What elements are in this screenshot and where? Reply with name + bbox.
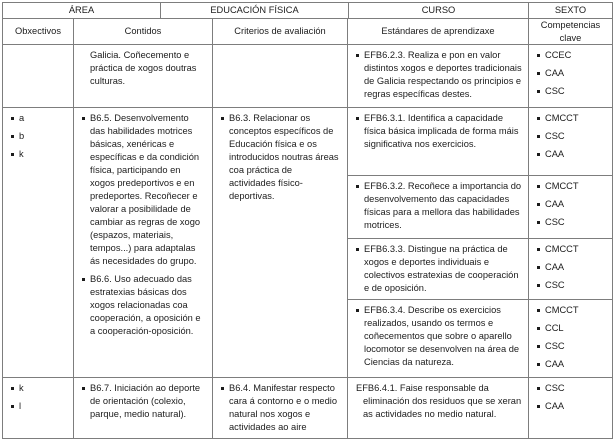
item-text: B6.6. Uso adecuado das estratexias básicas dos xogos relacionadas coa cooperación, a oposición e a cooperación-oposición.	[90, 274, 201, 336]
item-text: B6.7. Iniciación ao deporte de orientación (colexio, parque, medio natural).	[90, 383, 201, 419]
list-bullet-icon	[221, 117, 224, 120]
list-item	[537, 112, 606, 125]
list-bullet-icon	[537, 309, 540, 312]
item-text: B6.5. Desenvolvemento das habilidades motrices básicas, xenéricas e específicas e da condición física, participando en xogos predeportivos e en predeportes. Recoñecer e valorar a posibilidade de cambiar as regras de xogo (espazos, materiais, tempos...) para adaptalas ás necesidades do grupo.	[90, 113, 201, 266]
list-item	[537, 261, 606, 274]
list-bullet-icon	[537, 248, 540, 251]
list-bullet-icon	[537, 405, 540, 408]
column-header-contidos: Contidos	[74, 19, 213, 44]
item-text: CSC	[545, 383, 565, 393]
item-text: CSC	[545, 217, 565, 227]
list-item	[356, 382, 522, 421]
list-item	[11, 148, 67, 161]
item-text: EFB6.3.4. Describe os exercicios realizados, usando os termos e coñecementos que sobre o aparello locomotor se desenvolven na área de Ciencias da natureza.	[364, 305, 520, 367]
competencias-cell	[529, 176, 612, 238]
list-bullet-icon	[356, 248, 359, 251]
list-bullet-icon	[537, 345, 540, 348]
list-bullet-icon	[537, 117, 540, 120]
list-bullet-icon	[537, 221, 540, 224]
list-bullet-icon	[82, 387, 85, 390]
criterios-cell	[213, 378, 348, 438]
list-bullet-icon	[11, 117, 14, 120]
criterios-cell	[213, 108, 348, 377]
item-text: CMCCT	[545, 305, 579, 315]
obxectivos-cell	[3, 108, 74, 377]
list-item	[221, 382, 341, 434]
item-text: CMCCT	[545, 244, 579, 254]
list-item	[537, 180, 606, 193]
column-header-estandares: Estándares de aprendizaxe	[348, 19, 529, 44]
list-item	[537, 148, 606, 161]
item-text: CCEC	[545, 50, 572, 60]
list-bullet-icon	[537, 153, 540, 156]
table-row	[3, 44, 612, 107]
curriculum-table	[2, 2, 613, 439]
list-item	[356, 49, 522, 101]
list-item	[356, 180, 522, 232]
item-text: CAA	[545, 199, 565, 209]
list-item	[11, 400, 67, 413]
header-course-value: SEXTO	[554, 5, 587, 15]
estandar-cell	[348, 45, 529, 107]
list-bullet-icon	[537, 266, 540, 269]
header-subject: EDUCACIÓN FÍSICA	[161, 3, 349, 18]
competencias-cell	[529, 45, 612, 107]
item-text: a	[19, 113, 25, 123]
list-bullet-icon	[82, 117, 85, 120]
header-area: ÁREA	[3, 3, 161, 18]
list-item	[537, 216, 606, 229]
item-text: CAA	[545, 149, 565, 159]
list-bullet-icon	[537, 185, 540, 188]
item-text: CSC	[545, 341, 565, 351]
list-bullet-icon	[537, 284, 540, 287]
list-item	[356, 243, 522, 295]
estandar-subrow	[348, 378, 612, 438]
obxectivos-cell	[3, 378, 74, 438]
list-bullet-icon	[356, 309, 359, 312]
list-item	[537, 358, 606, 371]
list-item	[537, 340, 606, 353]
item-text: l	[19, 401, 22, 411]
list-item	[537, 49, 606, 62]
list-bullet-icon	[356, 117, 359, 120]
estandar-subrow	[348, 238, 612, 299]
list-bullet-icon	[11, 153, 14, 156]
list-item	[11, 382, 67, 395]
list-item	[90, 49, 206, 88]
list-item	[82, 382, 206, 421]
item-text: Galicia. Coñecemento e práctica de xogos doutras culturas.	[90, 50, 197, 86]
list-item	[221, 112, 341, 203]
estandar-cell	[348, 176, 529, 238]
estandar-cell	[348, 108, 529, 175]
list-item	[537, 243, 606, 256]
column-header-obxectivos: Obxectivos	[3, 19, 74, 44]
item-text: CAA	[545, 401, 565, 411]
list-item	[356, 304, 522, 369]
list-item	[11, 112, 67, 125]
estandares-competencias-group	[348, 108, 612, 377]
item-text: CAA	[545, 68, 565, 78]
list-bullet-icon	[537, 387, 540, 390]
header-course-label: CURSO	[349, 3, 529, 18]
item-text: b	[19, 131, 25, 141]
list-bullet-icon	[537, 203, 540, 206]
list-item	[82, 273, 206, 338]
list-bullet-icon	[11, 405, 14, 408]
list-item	[537, 198, 606, 211]
item-text: CAA	[545, 262, 565, 272]
list-bullet-icon	[221, 387, 224, 390]
list-bullet-icon	[11, 387, 14, 390]
item-text: B6.3. Relacionar os conceptos específicos de Educación física e os introducidos noutras áreas coa práctica de actividades físico-deportivas.	[229, 113, 339, 201]
estandar-cell	[348, 300, 529, 377]
column-header-competencias: Competencias clave	[540, 19, 601, 43]
item-text: CAA	[545, 359, 565, 369]
list-item	[537, 382, 606, 395]
list-item	[537, 322, 606, 335]
item-text: EFB6.3.2. Recoñece a importancia do desenvolvemento das capacidades físicas para a mellora das habilidades motrices.	[364, 181, 522, 230]
table-header-row-2	[3, 18, 612, 44]
list-item	[82, 112, 206, 268]
item-text: B6.4. Manifestar respecto cara á contorno e o medio natural nos xogos e actividades ao aire	[229, 383, 338, 432]
estandar-subrow	[348, 175, 612, 238]
list-bullet-icon	[537, 90, 540, 93]
list-bullet-icon	[537, 135, 540, 138]
estandar-subrow	[348, 45, 612, 107]
list-item	[537, 279, 606, 292]
competencias-cell	[529, 239, 612, 299]
item-text: EFB6.2.3. Realiza e pon en valor distintos xogos e deportes tradicionais de Galicia respectando os principios e regras específicas destes.	[364, 50, 522, 99]
estandar-subrow	[348, 108, 612, 175]
list-bullet-icon	[82, 278, 85, 281]
item-text: CSC	[545, 86, 565, 96]
estandares-competencias-group	[348, 378, 612, 438]
item-text: CSC	[545, 131, 565, 141]
table-row	[3, 107, 612, 377]
contidos-cell	[74, 45, 213, 107]
list-item	[11, 130, 67, 143]
item-text: CMCCT	[545, 181, 579, 191]
estandares-competencias-group	[348, 45, 612, 107]
list-bullet-icon	[356, 185, 359, 188]
column-header-criterios: Criterios de avaliación	[213, 19, 348, 44]
list-bullet-icon	[356, 54, 359, 57]
contidos-cell	[74, 378, 213, 438]
competencias-cell	[529, 300, 612, 377]
list-bullet-icon	[11, 135, 14, 138]
list-item	[537, 67, 606, 80]
list-bullet-icon	[537, 72, 540, 75]
list-item	[537, 85, 606, 98]
list-item	[537, 130, 606, 143]
list-bullet-icon	[537, 363, 540, 366]
contidos-cell	[74, 108, 213, 377]
competencias-cell	[529, 378, 612, 438]
table-header-row-1	[3, 3, 612, 18]
item-text: CCL	[545, 323, 564, 333]
obxectivos-cell	[3, 45, 74, 107]
item-text: EFB6.3.3. Distingue na práctica de xogos e deportes individuais e colectivos estratexias de cooperación e de oposición.	[364, 244, 519, 293]
table-body	[3, 44, 612, 438]
estandar-cell	[348, 378, 529, 438]
item-text: k	[19, 383, 24, 393]
item-text: EFB6.3.1. Identifica a capacidade física básica implicada de forma máis significativa nos exercicios.	[364, 113, 519, 149]
list-bullet-icon	[537, 54, 540, 57]
item-text: EFB6.4.1. Faise responsable da eliminación dos residuos que se xeran as actividades no medio natural.	[356, 383, 522, 419]
list-item	[537, 304, 606, 317]
table-row	[3, 377, 612, 438]
item-text: CSC	[545, 280, 565, 290]
estandar-cell	[348, 239, 529, 299]
estandar-subrow	[348, 299, 612, 377]
list-item	[537, 400, 606, 413]
item-text: CMCCT	[545, 113, 579, 123]
list-item	[356, 112, 522, 151]
criterios-cell	[213, 45, 348, 107]
item-text: k	[19, 149, 24, 159]
list-bullet-icon	[537, 327, 540, 330]
competencias-cell	[529, 108, 612, 175]
